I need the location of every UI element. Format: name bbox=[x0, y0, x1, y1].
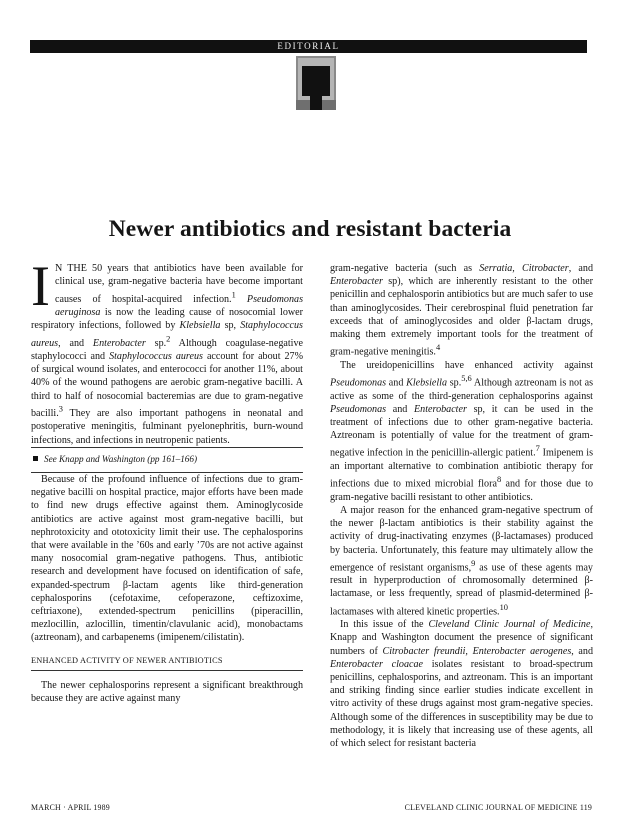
body-paragraph: gram-negative bacteria (such as Serratia, Citrobacter, and Enterobacter sp), which are inherently resistant to the other penicillin and cephalosporin antibiotics but are much safer to use than aminoglycosides. Their cerebrospinal fluid penetration far exceeds that of aminoglycosides and older β-lactam drugs, making them extremely important tools for the treatment of gram-negative meningitis.$^4$ bbox=[330, 263, 593, 358]
body-paragraph: The ureidopenicillins have enhanced activity against Pseudomonas and Klebsiella sp.$^{5,6}$ Although aztreonam is not as active as some of the third-generation cephalosporins against Pseudomonas and Enterobacter sp, it can be used in the treatment of infections due to other gram-negative bacteria. Aztreonam is potentially of value for the treatment of gram-negative infection in the penicillin-allergic patient.$^7$ Imipenem is an important alternative to combination antibiotic therapy for infections due to mixed microbial flora$^8$ and for those due to gram-negative bacilli resistant to other antibiotics. bbox=[330, 359, 594, 503]
body-paragraph: The newer cephalosporins represent a significant breakthrough because they are active against many bbox=[31, 679, 303, 704]
intro-text: N THE 50 years that antibiotics have been available for clinical use, gram-negative bacteria have become important causes of hospital-acquired infection.$^1$ Pseudomonas aeruginosa is now the leading cause of nosocomial lower respiratory infections, followed by Klebsiella sp, Staphylococcus aureus, and Enterobacter sp.$^2$ Although coagulase-negative staphylococci and Staphylococcus aureus account for about 27% of surgical wound isolates, and enterococci for another 11%, about 40% of the wound pathogens are aerobic gram-negative bacilli. A third to half of nosocomial bacteremias are due to gram-negative bacilli.$^3$ They are also important pathogens in neonatal and postoperative meningitis, fulminant pyelonephritis, burn-wound infections, and infections in neutropenic patients. bbox=[31, 263, 303, 446]
journal-logo-icon bbox=[296, 56, 336, 110]
drop-cap: I bbox=[31, 255, 50, 318]
section-banner: EDITORIAL bbox=[30, 40, 587, 53]
article-title: Newer antibiotics and resistant bacteria bbox=[108, 215, 512, 242]
body-paragraph: A major reason for the enhanced gram-negative spectrum of the newer β-lactam antibiotics is their stability against the activity of drug-inactivating enzymes (β-lactamases) produced by bacteria. Unfortunately, this feature may ultimately allow the emergence of resistant organisms,$^9$ as use of these agents may result in hyperproduction of chromosomally determined β-lactamase, or less frequently, spread of plasmid-determined β-lactamases with altered kinetic properties.$^{10}$ bbox=[330, 504, 593, 618]
right-column bbox=[330, 262, 593, 750]
see-also-text: See Knapp and Washington (pp 161–166) bbox=[44, 453, 198, 464]
body-paragraph: In this issue of the Cleveland Clinic Journal of Medicine, Knapp and Washington document the presence of significant numbers of Citrobacter freundii, Enterobacter aerogenes, and Enterobacter cloacae isolates resistant to broad-spectrum penicillins, cephalosporins, and aztreonam. This is an important and striking finding since earlier studies indicate excellent in vitro activity of these drugs against most gram-negative species. Although some of the differences in susceptibility may be due to methodology, it is likely that increasing use of these agents, all of which select for resistant bacteria bbox=[330, 619, 594, 750]
square-bullet-icon bbox=[33, 456, 38, 461]
footer-journal-page: CLEVELAND CLINIC JOURNAL OF MEDICINE 119 bbox=[404, 803, 592, 812]
body-paragraph: Because of the profound influence of infections due to gram-negative bacilli on hospital practice, major efforts have been made to find new drugs effective against them. Aminoglycoside antibiotics are active against most gram-negative bacilli, but nephrotoxicity and ototoxicity limit their use. The cephalosporins that were available in the ’60s and early ’70s are not active against many nosocomial gram-negative pathogens. Thus, antibiotic research and development have focused on identification of safe, expanded-spectrum β-lactam agents like third-generation cephalosporins (cefotaxime, cefoperazone, ceftizoxime, ceftriaxone), extended-spectrum penicillins (piperacillin, mezlocillin, azlocillin, timentin/clavulanic acid), monobactams (aztreonam), and carbapenems (imipenem/cilistatin). bbox=[31, 473, 303, 644]
intro-paragraph bbox=[31, 255, 303, 447]
footer-date: MARCH · APRIL 1989 bbox=[31, 803, 110, 812]
section-subhead: ENHANCED ACTIVITY OF NEWER ANTIBIOTICS bbox=[31, 654, 303, 671]
see-also-note bbox=[31, 447, 303, 473]
left-column bbox=[31, 255, 303, 705]
